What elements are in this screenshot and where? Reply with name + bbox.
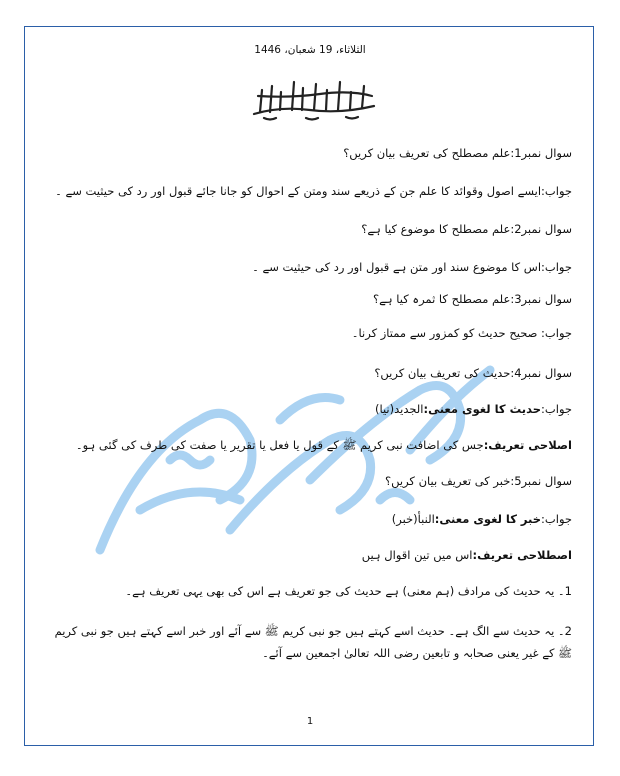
question-5: سوال نمبر5:خبر کی تعریف بیان کریں؟ (385, 474, 572, 488)
technical-definition-text: اس میں تین اقوال ہیں (361, 548, 473, 562)
definition-khabar (40, 546, 572, 564)
opinion-1: 1۔ یہ حدیث کی مرادف (ہم معنی) ہے حدیث کی جو تعریف ہے اس کی بھی یہی تعریف ہے۔ (125, 584, 572, 598)
answer-4 (40, 400, 572, 418)
technical-definition-label: اصلاحی تعریف: (483, 438, 572, 452)
answer-5 (40, 510, 572, 528)
question-3: سوال نمبر3:علم مصطلح کا ثمرہ کیا ہے؟ (373, 292, 572, 306)
lexical-meaning-value: الجدید(نیا) (374, 402, 424, 416)
definition-hadith (40, 436, 572, 454)
question-4: سوال نمبر4:حدیث کی تعریف بیان کریں؟ (374, 366, 572, 380)
answer-label: جواب: (541, 512, 572, 526)
opinion-2: 2۔ یہ حدیث سے الگ ہے۔ حدیث اسے کہتے ہیں جو نبی کریم ﷺ سے آئے اور خبر اسے کہتے ہیں جو نبی کریم ﷺ کے غیر یعنی صحابہ و تابعین رضی اللہ تعالیٰ اجمعین سے آئے۔ (54, 624, 572, 660)
answer-label: جواب: (541, 402, 572, 416)
answer-2: جواب:اس کا موضوع سند اور متن ہے قبول اور رد کی حیثیت سے ۔ (252, 260, 572, 274)
lexical-meaning-label: حدیث کا لغوی معنی: (423, 402, 542, 416)
answer-3: جواب: صحیح حدیث کو کمزور سے ممتاز کرنا۔ (351, 326, 572, 340)
technical-definition-label: اصطلاحی تعریف: (472, 548, 572, 562)
question-2: سوال نمبر2:علم مصطلح کا موضوع کیا ہے؟ (361, 222, 572, 236)
lexical-meaning-label: خبر کا لغوی معنی: (434, 512, 542, 526)
date-header: الثلاثاء، 19 شعبان، 1446 (254, 44, 366, 56)
question-1: سوال نمبر1:علم مصطلح کی تعریف بیان کریں؟ (343, 146, 572, 160)
technical-definition-text: جس کی اضافت نبی کریم ﷺ کے قول یا فعل یا تقریر یا صفت کی طرف کی گئی ہو۔ (75, 438, 484, 452)
lexical-meaning-value: النبأ(خبر) (391, 512, 435, 526)
answer-1: جواب:ایسے اصول وقوائد کا علم جن کے ذریعے سند ومتن کے احوال کو جانا جائے قبول اور رد کی حیثیت سے ۔ (55, 184, 572, 198)
basmala-calligraphy (250, 76, 378, 122)
page-number: 1 (306, 716, 314, 727)
